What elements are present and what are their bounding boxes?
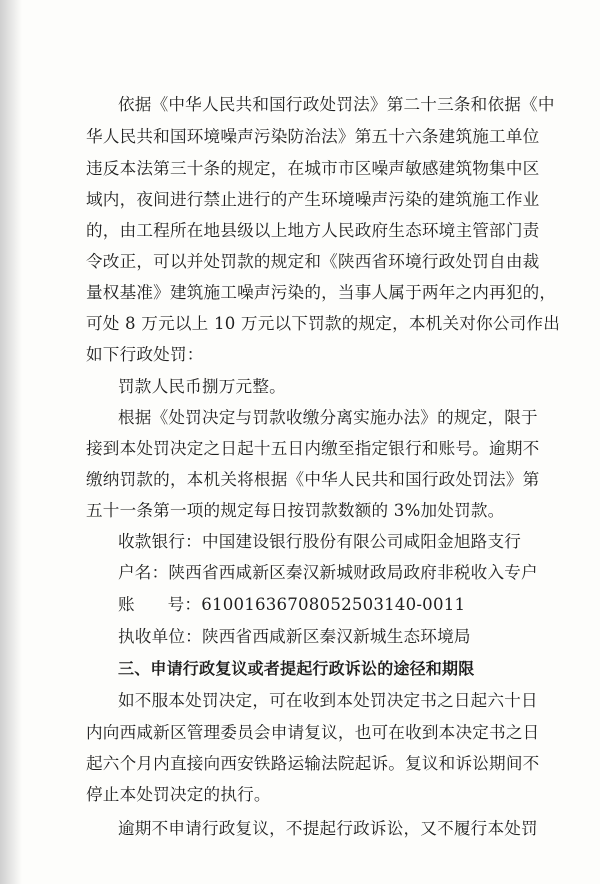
- paragraph-line: 华人民共和国环境噪声污染防治法》第五十六条建筑施工单位: [86, 127, 540, 146]
- paragraph-line: 五十一条第一项的规定每日按罚款数额的 3%加处罚款。: [86, 501, 505, 520]
- bank-name-line: 收款银行：中国建设银行股份有限公司咸阳金旭路支行: [118, 532, 522, 551]
- paragraph-line: 根据《处罚决定与罚款收缴分离实施办法》的规定，限于: [118, 408, 538, 427]
- penalty-amount: 罚款人民币捌万元整。: [118, 377, 286, 396]
- paragraph-line: 域内，夜间进行禁止进行的产生环境噪声污染的建筑施工作业: [86, 190, 540, 209]
- paragraph-line: 违反本法第三十条的规定，在城市市区噪声敏感建筑物集中区: [86, 159, 540, 178]
- scan-shadow-edge: [0, 0, 22, 884]
- paragraph-line: 接到本处罚决定之日起十五日内缴至指定银行和账号。逾期不: [86, 439, 540, 458]
- paragraph-line: 量权基准》建筑施工噪声污染的，当事人属于两年之内再犯的，: [86, 283, 557, 302]
- paragraph-line: 起六个月内直接向西安铁路运输法院起诉。复议和诉讼期间不: [86, 754, 540, 773]
- paragraph-line: 如下行政处罚：: [86, 345, 204, 364]
- paragraph-line: 逾期不申请行政复议，不提起行政诉讼，又不履行本处罚: [118, 819, 538, 838]
- section-heading: 三、申请行政复议或者提起行政诉讼的途径和期限: [118, 659, 475, 678]
- account-number-line: 账 号：61001636708052503140-0011: [118, 595, 466, 614]
- paragraph-line: 如不服本处罚决定，可在收到本处罚决定书之日起六十日: [118, 691, 538, 710]
- paragraph-line: 可处 8 万元以上 10 万元以下罚款的规定，本机关对你公司作出: [86, 314, 561, 333]
- paragraph-line: 令改正，可以并处罚款的规定和《陕西省环境行政处罚自由裁: [86, 252, 540, 271]
- paragraph-line: 停止本处罚决定的执行。: [86, 785, 271, 804]
- paragraph-line: 的，由工程所在地县级以上地方人民政府生态环境主管部门责: [86, 221, 540, 240]
- executor-line: 执收单位：陕西省西咸新区秦汉新城生态环境局: [118, 627, 471, 646]
- paragraph-line: 内向西咸新区管理委员会申请复议，也可在收到本决定书之日: [86, 723, 540, 742]
- paragraph-line: 缴纳罚款的，本机关将根据《中华人民共和国行政处罚法》第: [86, 470, 540, 489]
- account-name-line: 户名：陕西省西咸新区秦汉新城财政局政府非税收入专户: [118, 563, 538, 582]
- paragraph-line: 依据《中华人民共和国行政处罚法》第二十三条和依据《中: [118, 95, 555, 114]
